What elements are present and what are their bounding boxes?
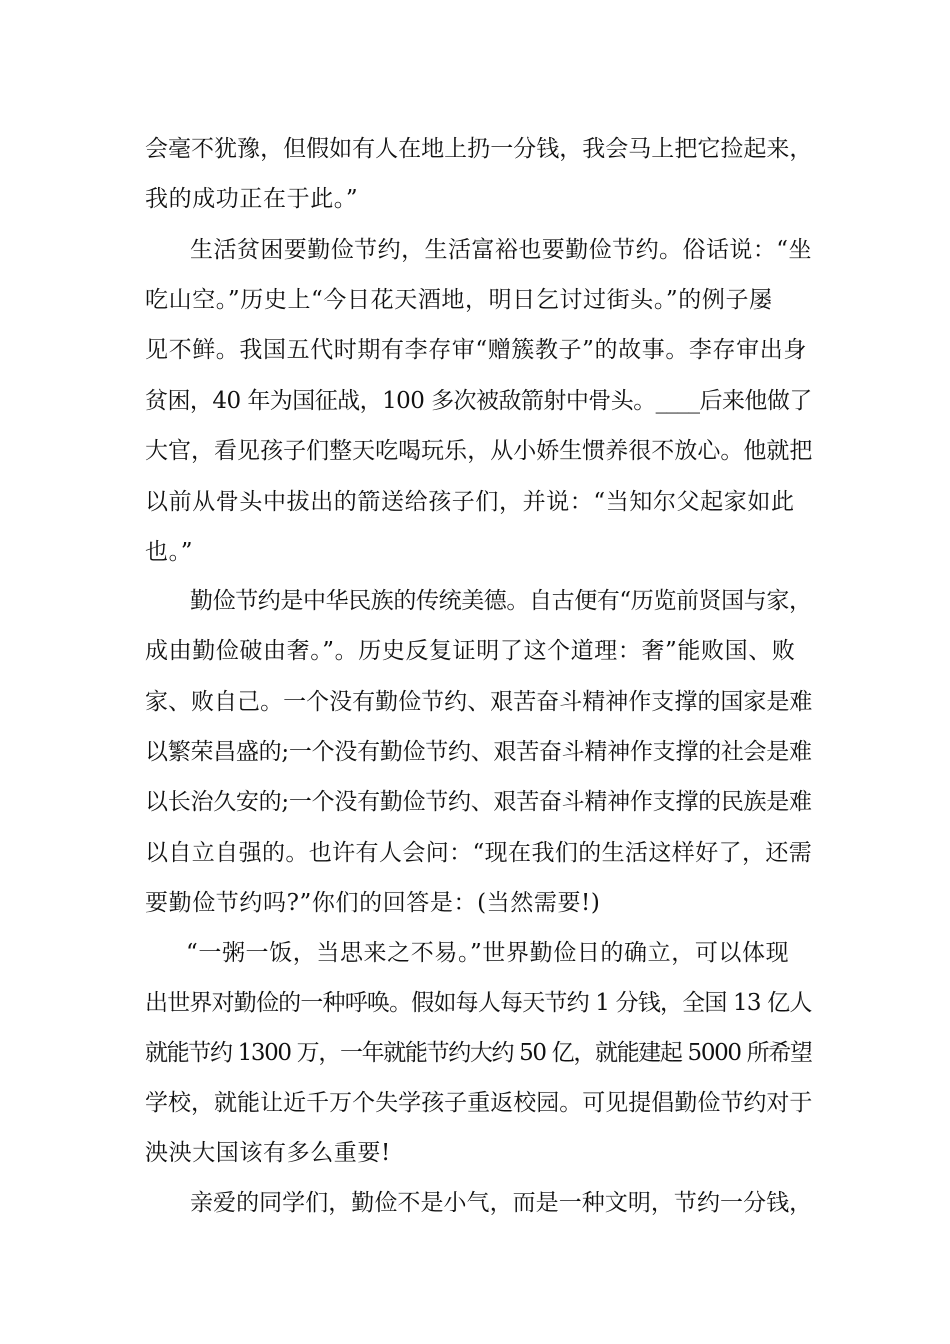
text-line: 勤俭节约是中华民族的传统美德。自古便有“历览前贤国与家， [190, 588, 812, 614]
text-line: 我的成功正在于此。” [145, 186, 359, 212]
text-line: 以前从骨头中拔出的箭送给孩子们，并说：“当知尔父起家如此 [145, 489, 795, 515]
text-line: 要勤俭节约吗?”你们的回答是：(当然需要!) [145, 890, 601, 916]
text-line: 学校，就能让近千万个失学孩子重返校园。可见提倡勤俭节约对于 [145, 1090, 813, 1116]
text-line: 就能节约 1300 万，一年就能节约大约 50 亿，就能建起 5000 所希望 [145, 1040, 812, 1066]
text-line: 以繁荣昌盛的;一个没有勤俭节约、艰苦奋斗精神作支撑的社会是难 [145, 739, 812, 765]
text-line: 吃山空。”历史上“今日花天酒地，明日乞讨过街头。”的例子屡 [145, 287, 773, 313]
text-line: 也。” [145, 539, 194, 565]
text-line: 成由勤俭破由奢。”。历史反复证明了这个道理：奢”能败国、败 [145, 638, 796, 664]
text-line: “一粥一饭，当思来之不易。”世界勤俭日的确立，可以体现 [186, 940, 790, 966]
text-line: 生活贫困要勤俭节约，生活富裕也要勤俭节约。俗话说：“坐 [190, 237, 812, 263]
text-line: 以自立自强的。也许有人会问：“现在我们的生活这样好了，还需 [145, 840, 813, 866]
text-line: 以长治久安的;一个没有勤俭节约、艰苦奋斗精神作支撑的民族是难 [145, 789, 812, 815]
text-line: 亲爱的同学们，勤俭不是小气，而是一种文明，节约一分钱， [190, 1190, 813, 1216]
text-line: 贫困，40 年为国征战，100 多次被敌箭射中骨头。____后来他做了 [145, 388, 812, 414]
text-line: 泱泱大国该有多么重要! [145, 1140, 391, 1166]
text-line: 见不鲜。我国五代时期有李存审“赠簇教子”的故事。李存审出身 [145, 337, 807, 363]
text-line: 会毫不犹豫，但假如有人在地上扔一分钱，我会马上把它捡起来， [145, 136, 813, 162]
text-line: 大官，看见孩子们整天吃喝玩乐，从小娇生惯养很不放心。他就把 [145, 438, 813, 464]
text-line: 出世界对勤俭的一种呼唤。假如每人每天节约 1 分钱，全国 13 亿人 [145, 990, 812, 1016]
text-line: 家、败自己。一个没有勤俭节约、艰苦奋斗精神作支撑的国家是难 [145, 689, 813, 715]
